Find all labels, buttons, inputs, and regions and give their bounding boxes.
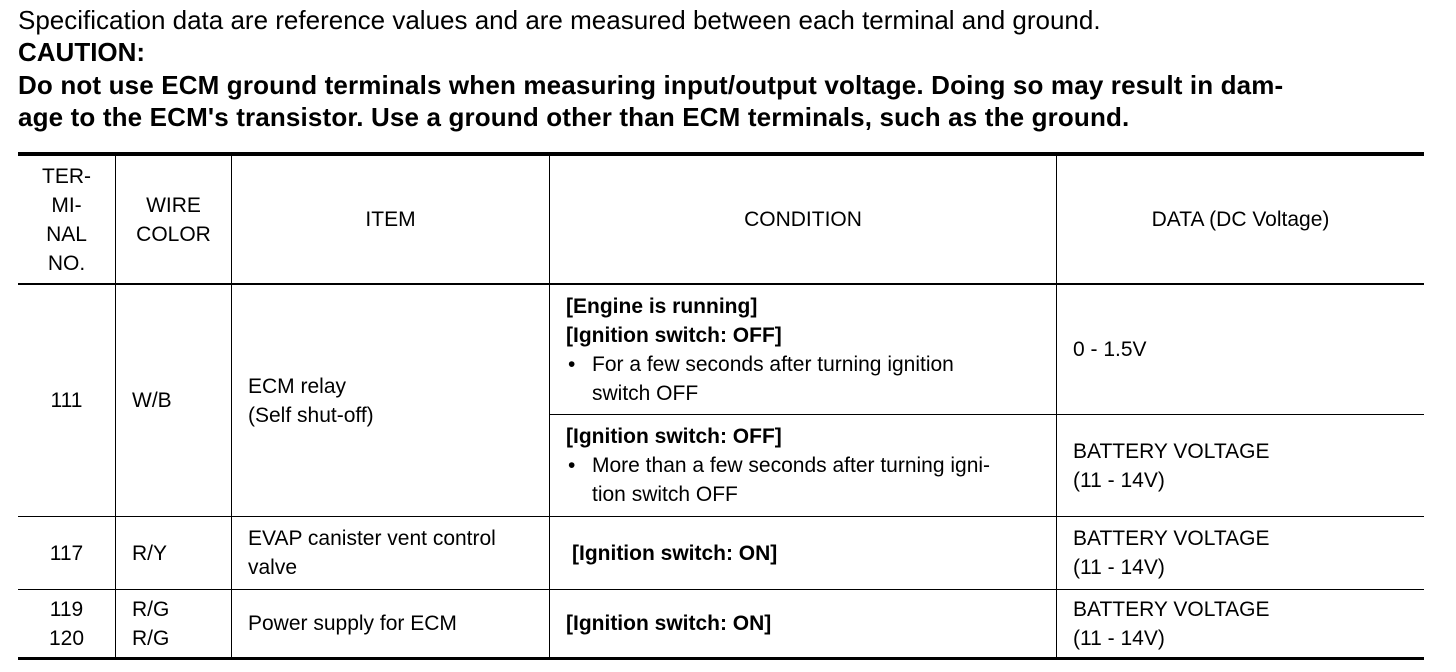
header-terminal-line: TER- bbox=[42, 164, 91, 188]
row-117-wire bbox=[132, 517, 231, 589]
bullet-line: tion switch OFF bbox=[592, 483, 738, 506]
header-data bbox=[1057, 156, 1424, 283]
header-data-label: DATA (DC Voltage) bbox=[1151, 208, 1330, 231]
data-value: (11 - 14V) bbox=[1073, 468, 1165, 492]
caution-line-1: Do not use ECM ground terminals when measuring input/output voltage. Doing so may result in dam- bbox=[18, 70, 1284, 100]
row-111-terminal bbox=[18, 285, 115, 516]
caution-line-2: age to the ECM's transistor. Use a ground other than ECM terminals, such as the ground. bbox=[18, 102, 1130, 132]
row-111-item bbox=[248, 285, 548, 516]
data-value: BATTERY VOLTAGE bbox=[1073, 597, 1270, 621]
header-item bbox=[232, 156, 549, 283]
caution-text bbox=[18, 69, 1428, 133]
bullet-text bbox=[592, 451, 1046, 509]
data-value: (11 - 14V) bbox=[1073, 556, 1165, 579]
row-117-condition bbox=[572, 517, 1046, 589]
row-111-data-2 bbox=[1073, 415, 1418, 516]
row-111-data-1 bbox=[1073, 285, 1418, 414]
item-line: (Self shut-off) bbox=[248, 403, 374, 427]
bullet-line: For a few seconds after turning ignition bbox=[592, 352, 954, 376]
terminal-number: 119 bbox=[49, 597, 84, 621]
condition-heading: [Ignition switch: OFF] bbox=[566, 323, 782, 347]
header-item-label: ITEM bbox=[365, 208, 416, 231]
row-119-data bbox=[1073, 590, 1418, 657]
header-wire-color bbox=[116, 156, 231, 283]
header-wire-line: COLOR bbox=[136, 222, 211, 246]
condition-heading: [Ignition switch: ON] bbox=[566, 612, 772, 635]
data-value: BATTERY VOLTAGE bbox=[1073, 439, 1270, 463]
row-117-data bbox=[1073, 517, 1418, 589]
row-119-wire bbox=[132, 590, 231, 657]
bullet-line: switch OFF bbox=[592, 381, 699, 405]
bullet-icon: • bbox=[568, 454, 576, 477]
terminal-number: 117 bbox=[49, 541, 84, 565]
item-line: valve bbox=[248, 556, 298, 579]
header-condition-label: CONDITION bbox=[744, 208, 862, 231]
header-wire-line: WIRE bbox=[146, 193, 201, 217]
condition-bullet bbox=[566, 451, 1046, 509]
item-line: Power supply for ECM bbox=[248, 612, 457, 635]
row-119-condition bbox=[566, 590, 1046, 657]
bullet-icon: • bbox=[568, 352, 576, 376]
intro-text: Specification data are reference values and are measured between each terminal and ground. bbox=[18, 5, 1101, 35]
condition-heading: [Ignition switch: ON] bbox=[572, 541, 778, 565]
row-119-item bbox=[248, 590, 548, 657]
condition-bullet bbox=[566, 350, 1046, 408]
row-111-condition-2 bbox=[566, 415, 1046, 516]
row-111-wire bbox=[132, 285, 231, 516]
wire-color: R/Y bbox=[132, 541, 168, 565]
data-value: BATTERY VOLTAGE bbox=[1073, 527, 1270, 550]
row-111-condition-1 bbox=[566, 285, 1046, 414]
header-terminal-line: NAL bbox=[46, 222, 87, 246]
header-terminal bbox=[18, 156, 115, 283]
row-117-terminal bbox=[18, 517, 115, 589]
item-line: EVAP canister vent control bbox=[248, 527, 496, 550]
data-value: 0 - 1.5V bbox=[1073, 338, 1147, 361]
bullet-line: More than a few seconds after turning igni- bbox=[592, 454, 991, 477]
header-terminal-line: MI- bbox=[51, 193, 82, 217]
wire-color: R/G bbox=[132, 626, 170, 650]
condition-heading: [Engine is running] bbox=[566, 294, 758, 318]
wire-color: W/B bbox=[132, 389, 172, 412]
terminal-number: 111 bbox=[50, 389, 83, 412]
terminal-number: 120 bbox=[48, 626, 85, 650]
item-line: ECM relay bbox=[248, 374, 347, 398]
data-value: (11 - 14V) bbox=[1073, 626, 1165, 650]
row-119-terminal bbox=[18, 590, 115, 657]
bullet-text bbox=[592, 350, 1046, 408]
condition-heading: [Ignition switch: OFF] bbox=[566, 425, 782, 448]
table-bottom-rule bbox=[18, 657, 1424, 660]
caution-heading: CAUTION: bbox=[18, 37, 146, 67]
header-condition bbox=[550, 156, 1056, 283]
row-117-item bbox=[248, 517, 548, 589]
wire-color: R/G bbox=[132, 597, 170, 621]
terminal-data-table bbox=[18, 152, 1424, 660]
header-terminal-line: NO. bbox=[47, 251, 86, 275]
